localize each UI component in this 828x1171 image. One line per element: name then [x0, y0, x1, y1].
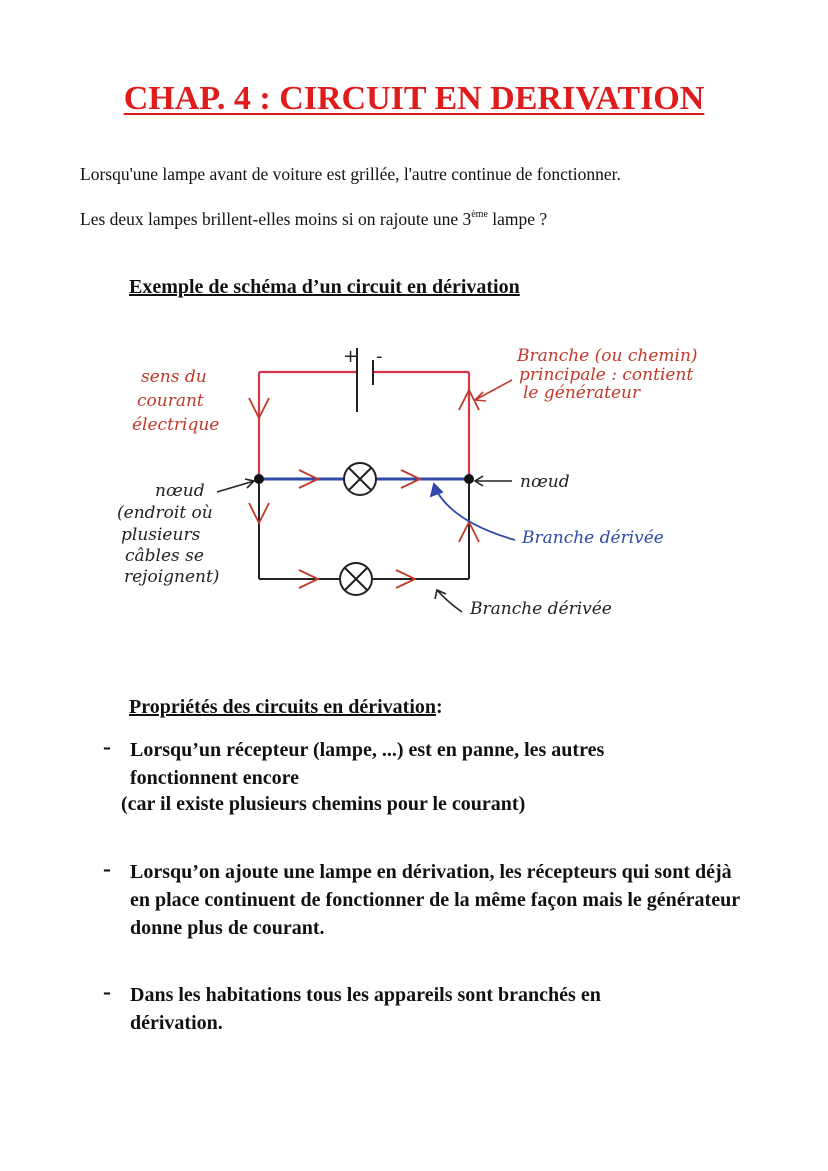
property-text: Dans les habitations tous les appareils sont branchés en dérivation. [130, 984, 601, 1034]
property-text: Lorsqu’un récepteur (lampe, ...) est en panne, les autres fonctionnent encore [130, 739, 605, 789]
properties-heading-colon: : [436, 696, 443, 718]
label-principale-2: principale : contient [519, 365, 694, 385]
pointer-node-right [475, 476, 512, 486]
label-sens-1: sens du [141, 367, 207, 387]
label-noeud-left-3: plusieurs [121, 525, 201, 545]
intro-line-2-start: Les deux lampes brillent-elles moins si on rajoute une 3 [80, 209, 472, 229]
node-right [464, 474, 474, 484]
label-noeud-left-1: nœud [155, 481, 205, 501]
label-derived-branch-2: Branche dérivée [470, 599, 612, 619]
pointer-main-branch [475, 380, 512, 401]
label-noeud-left-5: rejoignent) [124, 567, 220, 587]
bullet-dash: - [103, 856, 111, 882]
label-sens-2: courant [137, 391, 204, 411]
battery-plus: + [343, 346, 359, 367]
label-node-left [117, 481, 219, 587]
properties-heading-text: Propriétés des circuits en dérivation [129, 696, 436, 718]
intro-line-1: Lorsqu'une lampe avant de voiture est grillée, l'autre continue de fonctionner. [80, 164, 621, 184]
property-text: Lorsqu’on ajoute une lampe en dérivation, les récepteurs qui sont déjà en place continuent de fonctionner de la même façon mais le générateur donne plus de courant. [130, 861, 740, 939]
label-noeud-left-4: câbles se [125, 546, 204, 566]
label-principale-1: Branche (ou chemin) [517, 346, 698, 366]
label-sens-3: électrique [132, 415, 220, 435]
label-node-right: nœud [520, 472, 570, 492]
label-principale-3: le générateur [523, 383, 641, 403]
intro-line-2-end: lampe ? [487, 209, 548, 229]
node-left [254, 474, 264, 484]
current-arrow-main [249, 390, 479, 418]
properties-heading [129, 696, 443, 719]
battery-minus: - [376, 346, 383, 367]
intro-line-2-sup: ème [471, 209, 488, 220]
bullet-dash: - [103, 979, 111, 1005]
label-current-direction [132, 367, 219, 435]
pointer-node-left [217, 479, 254, 492]
label-noeud-left-2: (endroit où [117, 503, 213, 523]
diagram-heading-text: Exemple de schéma d’un circuit en dérivation [129, 276, 520, 298]
page-title: CHAP. 4 : CIRCUIT EN DERIVATION [123, 80, 705, 117]
pointer-derived-branch-2 [435, 590, 462, 612]
label-main-branch [516, 346, 698, 403]
battery-symbol [357, 348, 373, 412]
property-note: (car il existe plusieurs chemins pour le courant) [121, 793, 526, 815]
bullet-dash: - [103, 734, 111, 760]
label-derived-branch-1: Branche dérivée [522, 528, 664, 548]
